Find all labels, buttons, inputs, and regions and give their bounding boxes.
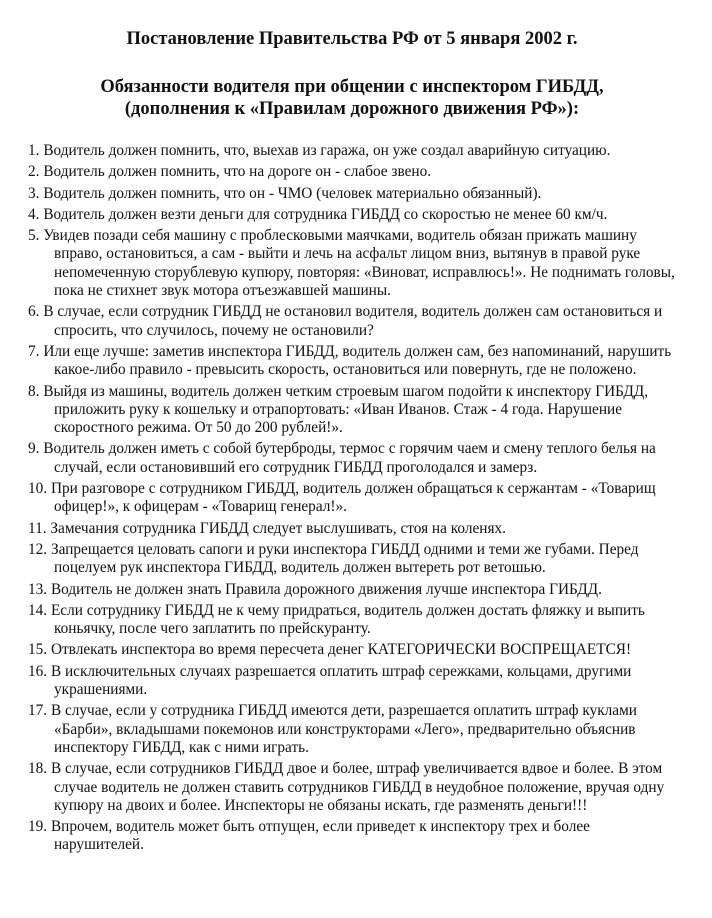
subtitle-line-1: Обязанности водителя при общении с инспектором ГИБДД, <box>100 77 604 97</box>
list-item <box>28 163 676 181</box>
list-item-number: 2. <box>28 163 40 181</box>
rule-list <box>28 142 676 855</box>
list-item-number: 15. <box>28 641 48 659</box>
list-item-number: 13. <box>28 580 48 598</box>
list-item-number: 9. <box>28 440 40 458</box>
list-item <box>28 663 676 700</box>
list-item-number: 1. <box>28 142 40 159</box>
list-item-number: 5. <box>28 227 40 245</box>
list-item <box>28 142 676 160</box>
list-item-text: В случае, если у сотрудника ГИБДД имеются дети, разрешается оплатить штраф куклами «Барби», вкладышами покемонов или конструкторами «Лего», предварительно объяснив инспектору ГИБДД, как с ними играть. <box>50 702 637 756</box>
list-item-text: При разговоре с сотрудником ГИБДД, водитель должен обращаться к сержантам - «Товарищ офицер!», к офицерам - «Товарищ генерал!». <box>50 480 656 516</box>
list-item-number: 3. <box>28 184 40 202</box>
list-item <box>28 520 676 538</box>
list-item-text: Отвлекать инспектора во время пересчета денег КАТЕГОРИЧЕСКИ ВОСПРЕЩАЕТСЯ! <box>50 641 632 659</box>
list-item-text: Выйдя из машины, водитель должен четким строевым шагом подойти к инспектору ГИБДД, приложить руку к кошельку и отрапортовать: «Иван Иванов. Стаж - 4 года. Нарушение скоростного режима. От 50 до 200 рублей!». <box>43 382 649 437</box>
list-item <box>28 185 676 203</box>
list-item-text: Впрочем, водитель может быть отпущен, если приведет к инспектору трех и более нарушителей. <box>50 818 590 854</box>
list-item-number: 17. <box>28 702 48 720</box>
list-item-number: 18. <box>28 760 48 778</box>
list-item-text: Водитель не должен знать Правила дорожного движения лучше инспектора ГИБДД. <box>50 580 602 598</box>
list-item-text: Увидев позади себя машину с проблесковыми маячками, водитель обязан прижать машину вправо, остановиться, а сам - выйти и лечь на асфальт лицом вниз, вытянув в правой руке непомеченную сторублевую купюру, повторяя: «Виноват, исправлюсь!». Не поднимать головы, пока не стихнет звук мотора отъезжавшей машины. <box>43 227 675 300</box>
list-item-text: В случае, если сотрудников ГИБДД двое и более, штраф увеличивается вдвое и более. В этом случае водитель не должен ставить сотрудников ГИБДД в неудобное положение, вручая одну купюру на двоих и более. Инспекторы не обязаны искать, где разменять деньги!!! <box>50 760 665 814</box>
list-item <box>28 581 676 599</box>
list-item-text: Или еще лучше: заметив инспектора ГИБДД, водитель должен сам, без напоминаний, нарушить какое-либо правило - превысить скорость, остановиться или повернуть, где не положено. <box>43 342 672 379</box>
list-item-number: 19. <box>28 818 48 836</box>
list-item <box>28 206 676 224</box>
list-item-number: 4. <box>28 205 40 223</box>
document-subtitle <box>28 76 676 120</box>
list-item-number: 12. <box>28 540 48 558</box>
list-item-text: Замечания сотрудника ГИБДД следует выслушивать, стоя на коленях. <box>50 519 506 537</box>
list-item-text: Водитель должен иметь с собой бутерброды, термос с горячим чаем и смену теплого белья на случай, если остановивший его сотрудник ГИБДД проголодался и замерз. <box>43 440 656 476</box>
list-item <box>28 440 676 477</box>
list-item <box>28 602 676 639</box>
list-item <box>28 641 676 659</box>
list-item-text: Водитель должен помнить, что на дороге он - слабое звено. <box>43 163 432 181</box>
list-item-text: Водитель должен везти деньги для сотрудника ГИБДД со скоростью не менее 60 км/ч. <box>43 205 608 223</box>
list-item <box>28 343 676 380</box>
list-item <box>28 818 676 855</box>
list-item <box>28 541 676 578</box>
list-item-text: Если сотруднику ГИБДД не к чему придраться, водитель должен достать фляжку и выпить коньячку, после чего заплатить по прейскуранту. <box>50 601 645 638</box>
list-item-number: 7. <box>28 342 40 360</box>
list-item-text: В случае, если сотрудник ГИБДД не остановил водителя, водитель должен сам остановиться и спросить, что случилось, почему не остановили? <box>43 303 663 339</box>
page-title: Постановление Правительства РФ от 5 января 2002 г. <box>126 29 578 49</box>
list-item-number: 11. <box>28 519 47 537</box>
list-item-number: 6. <box>28 303 40 321</box>
list-item-text: Водитель должен помнить, что, выехав из гаража, он уже создал аварийную ситуацию. <box>43 142 611 159</box>
list-item <box>28 303 676 340</box>
list-item-number: 10. <box>28 480 48 498</box>
list-item <box>28 383 676 438</box>
list-item-number: 8. <box>28 382 40 400</box>
list-item <box>28 480 676 517</box>
list-item-number: 14. <box>28 601 48 619</box>
list-item <box>28 760 676 815</box>
list-item <box>28 702 676 757</box>
list-item-text: Запрещается целовать сапоги и руки инспектора ГИБДД одними и теми же губами. Перед поцелуем рук инспектора ГИБДД, водитель должен вытереть рот ветошью. <box>50 540 639 577</box>
list-item-number: 16. <box>28 662 48 680</box>
subtitle-line-2: (дополнения к «Правилам дорожного движения РФ»): <box>124 99 580 119</box>
list-item <box>28 227 676 300</box>
list-item-text: Водитель должен помнить, что он - ЧМО (человек материально обязанный). <box>43 184 542 202</box>
list-item-text: В исключительных случаях разрешается оплатить штраф сережками, кольцами, другими украшениями. <box>50 662 632 699</box>
